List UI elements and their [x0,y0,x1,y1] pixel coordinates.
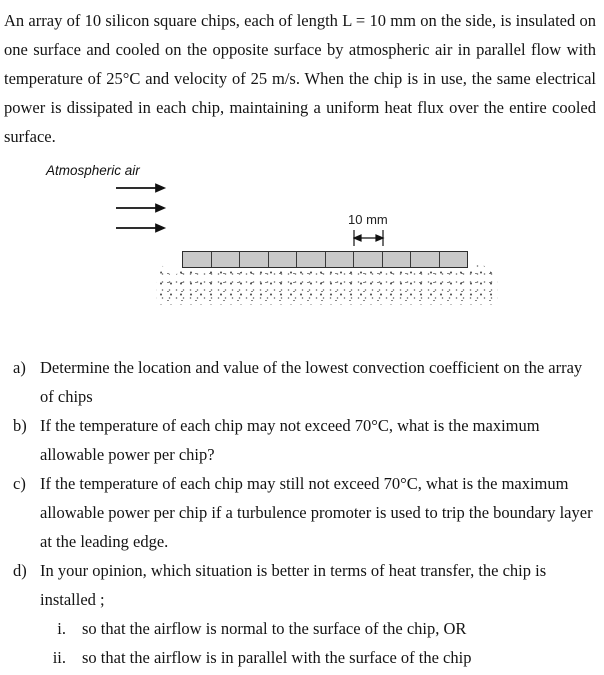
subitem-label: i. [57,619,66,638]
question-label: a) [13,358,26,377]
question-list [4,353,596,672]
subitem-text: so that the airflow is normal to the surface of the chip, OR [82,619,467,638]
question-text: If the temperature of each chip may not exceed 70°C, what is the maximum allowable power per chip? [40,416,540,464]
question-label: d) [13,561,27,580]
question-text: In your opinion, which situation is better in terms of heat transfer, the chip is installed ; [40,561,547,609]
chip-cell [411,252,440,267]
chip-cell [326,252,355,267]
chip-cell [354,252,383,267]
chip-array-figure [4,161,596,339]
question-label: c) [13,474,26,493]
airflow-arrows-icon [116,183,168,235]
subitem-i [4,614,596,643]
question-label: b) [13,416,27,435]
chip-cell [269,252,298,267]
question-a [4,353,596,411]
chip-cell [440,252,468,267]
subitem-ii [4,643,596,672]
question-text: Determine the location and value of the lowest convection coefficient on the array of chips [40,358,583,406]
chip-cell [297,252,326,267]
question-b [4,411,596,469]
question-d [4,556,596,614]
dimension-arrow-icon [353,230,385,246]
question-text: If the temperature of each chip may still not exceed 70°C, what is the maximum allowable power per chip if a turbulence promoter is used to trip the boundary layer at the leading edge. [40,474,593,551]
subitem-label: ii. [52,648,66,667]
chip-cell [212,252,241,267]
subitem-text: so that the airflow is in parallel with the surface of the chip [82,648,472,667]
chip-cell [383,252,412,267]
chip-length-label: 10 mm [348,212,388,227]
airflow-label: Atmospheric air [46,163,140,178]
chip-row [182,251,468,268]
question-c [4,469,596,556]
chip-cell [240,252,269,267]
problem-statement: An array of 10 silicon square chips, each of length L = 10 mm on the side, is insulated on one surface and cooled on the opposite surface by atmospheric air in parallel flow with temperature of 25°C and velocity of 25 m/s. When the chip is in use, the same electrical power is dissipated in each chip, maintaining a uniform heat flux over the entire cooled surface. [4,11,596,146]
chip-cell [183,252,212,267]
